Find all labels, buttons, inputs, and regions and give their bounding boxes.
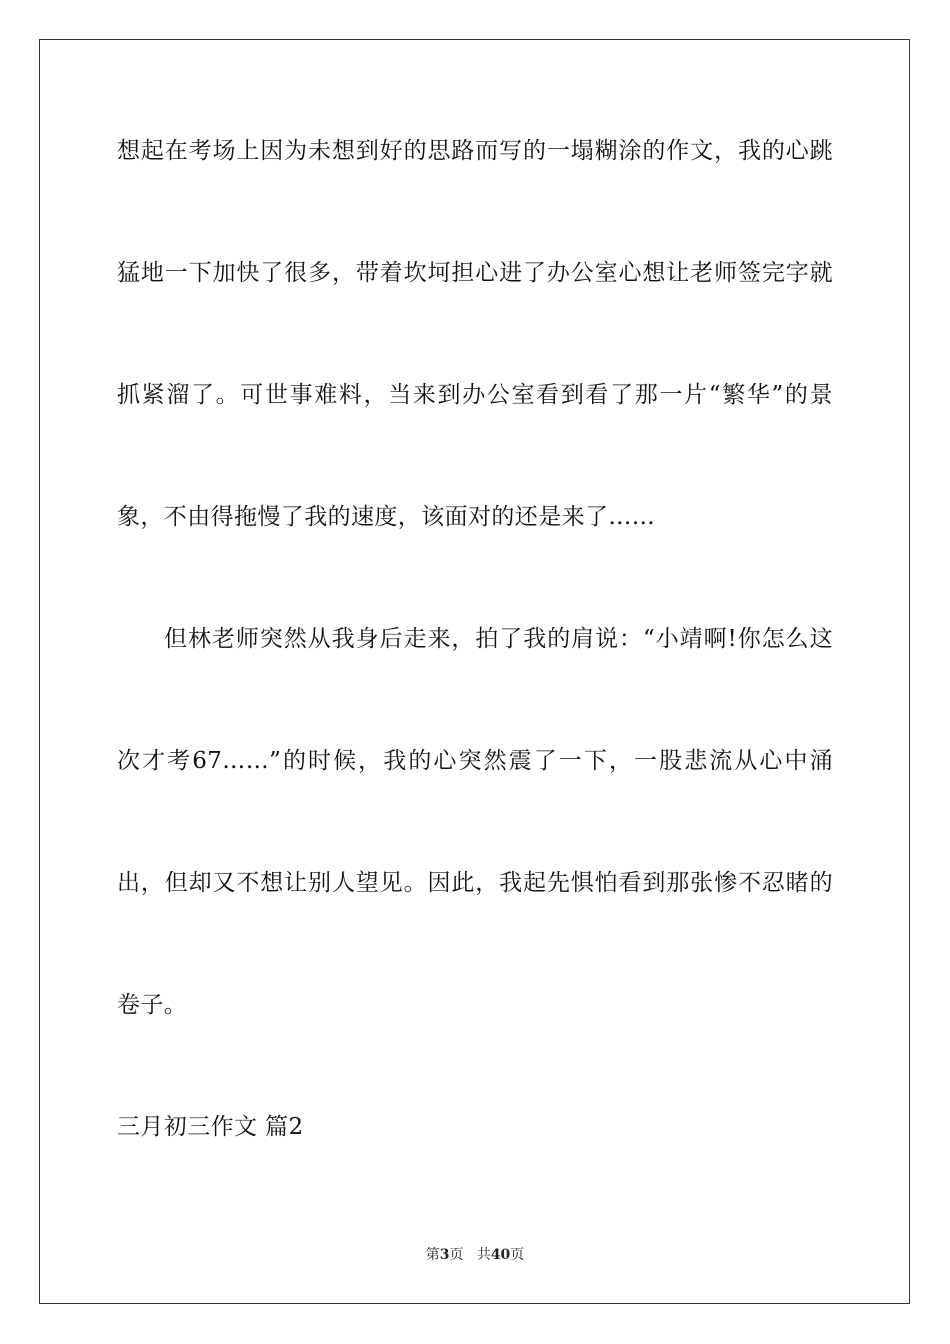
paragraph-line: 抓紧溜了。可世事难料，当来到办公室看到看了那一片“繁华”的景 (117, 382, 833, 408)
paragraph-line: 象，不由得拖慢了我的速度，该面对的还是来了…… (117, 504, 656, 530)
total-suffix: 页 (510, 1247, 525, 1263)
paragraph-line: 想起在考场上因为未想到好的思路而写的一塌糊涂的作文，我的心跳 (117, 138, 833, 164)
paragraph-line: 卷子。 (117, 992, 188, 1018)
page-prefix: 第 (425, 1247, 440, 1263)
total-prefix: 共 (476, 1247, 491, 1263)
page-number: 3 (439, 1247, 450, 1263)
page-suffix: 页 (449, 1247, 464, 1263)
paragraph-line: 但林老师突然从我身后走来，拍了我的肩说：“小靖啊!你怎么这 (164, 626, 833, 652)
section-heading: 三月初三作文 篇2 (117, 1114, 304, 1140)
paragraph-line: 出，但却又不想让别人望见。因此，我起先惧怕看到那张惨不忍睹的 (117, 870, 833, 896)
paragraph-line: 猛地一下加快了很多，带着坎坷担心进了办公室心想让老师签完字就 (117, 260, 833, 286)
paragraph-line: 次才考67……”的时候，我的心突然震了一下，一股悲流从心中涌 (117, 748, 833, 774)
total-pages: 40 (490, 1247, 511, 1263)
page-footer (0, 1245, 950, 1265)
